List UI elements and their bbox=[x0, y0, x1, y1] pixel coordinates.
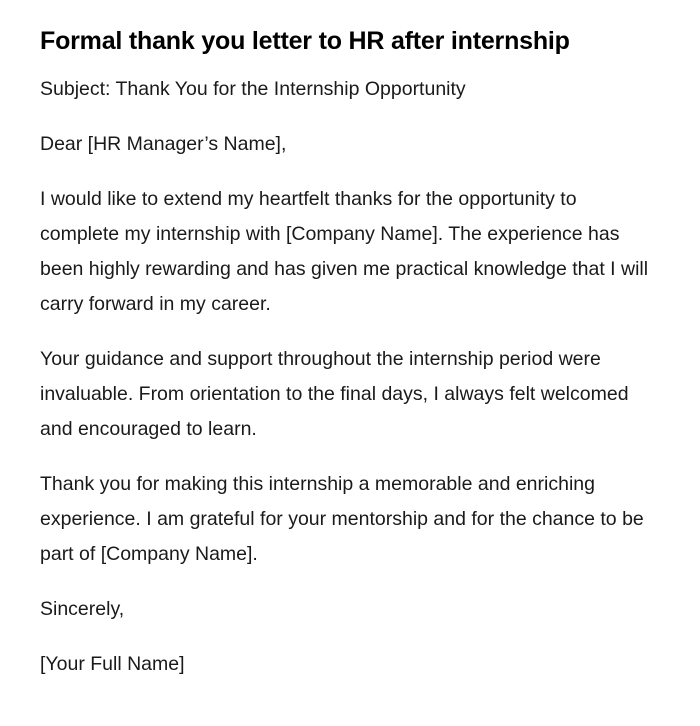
letter-paragraph-3: Thank you for making this internship a memorable and enriching experience. I am grateful for your mentorship and for the chance to be part of [Company Name]. bbox=[40, 473, 644, 565]
letter-paragraph-2: Your guidance and support throughout the internship period were invaluable. From orientation to the final days, I always felt welcomed and encouraged to learn. bbox=[40, 348, 629, 440]
letter-title: Formal thank you letter to HR after internship bbox=[40, 27, 570, 55]
letter-greeting: Dear [HR Manager’s Name], bbox=[40, 133, 287, 155]
letter-subject: Subject: Thank You for the Internship Opportunity bbox=[40, 78, 466, 100]
letter-signature: [Your Full Name] bbox=[40, 653, 185, 675]
letter-closing: Sincerely, bbox=[40, 598, 125, 620]
letter-paragraph-1: I would like to extend my heartfelt thanks for the opportunity to complete my internship with [Company Name]. The experience has been highly rewarding and has given me practical knowledge that I will carry forward in my career. bbox=[40, 188, 649, 315]
